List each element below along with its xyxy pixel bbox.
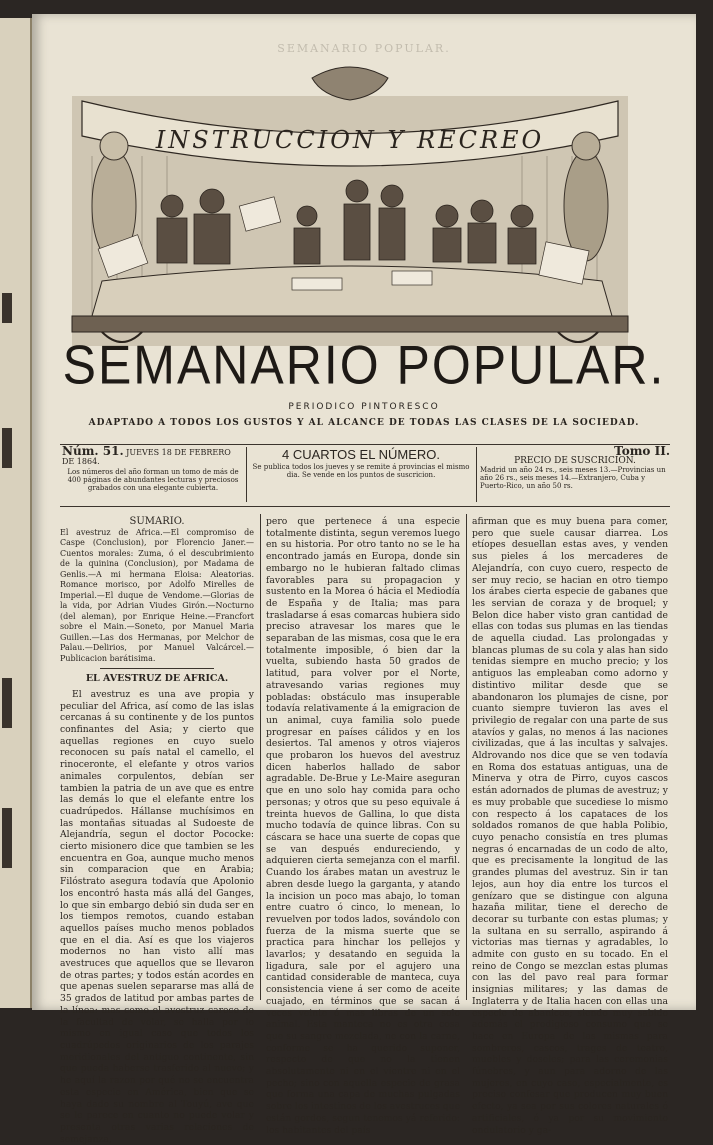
column-divider: [466, 514, 467, 1000]
article-heading: EL AVESTRUZ DE AFRICA.: [85, 673, 229, 685]
issue-note: Los números del año forman un tomo de más de 400 páginas de abundantes lecturas y preciosos grabados con una elegante cubierta.: [67, 468, 239, 492]
newspaper-tagline: ADAPTADO A TODOS LOS GUSTOS Y AL ALCANCE DE TODAS LAS CLASES DE LA SOCIEDAD.: [88, 418, 640, 428]
header-divider: [246, 447, 247, 502]
masthead-engraving: [62, 66, 638, 356]
header-rule-top: [60, 444, 670, 445]
sumario-text: El avestruz de Africa.—El compromiso de Caspe (Conclusion), por Florencio Janer.—Cuentos morales: Zuma, ó el descubrimiento de la quinina (Conclusion), por Madama de Genlis.—A mi hermana Eloisa: Aleatorias. Romance morisco, por Adolfo Mirelles de Imperial.—El duque de Vendome.—Glorias de la vida, por Adrian Viudes Girón.—Nocturno (del aleman), por Enrique Heine.—Francfort sobre el Main.—Soneto, por Manuel Maria Guillen.—Las dos Hermanas, por Melchor de Palau.—Delirios, por Manuel Valcárcel.—Publicacion barátisima.: [60, 527, 254, 663]
article-text-3: afirman que es muy buena para comer, pero que suele causar diarrea. Los etíopes desuellan estas aves, y venden sus pieles á los mercaderes de Alejandría, con cuyo cuero, respecto de ser muy recio, se hacian en otro tiempo los árabes cierta especie de gabanes que les servian de coraza y de broquel; y Belon dice haber visto gran cantidad de ellas con todas sus plumas en las tiendas de aquella ciudad. Las prolongadas y blancas plumas de su cola y alas han sido tenidas siempre en mucho precio; y los antiguos las empleaban como adorno y distintivo militar desde que se abandonaron los plumajes de cisne, por cuanto siempre tuvieron las aves el privilegio de regalar con una parte de sus atavíos y galas, no menos á las naciones civilizadas, que á las incultas y salvajes. Aldrovando nos dice que se ven todavía en Roma dos estatuas antiguas, una de Minerva y otra de Pirro, cuyos cascos están adornados de plumas de avestruz; y es muy probable que sucediese lo mismo con respecto á los capataces de los soldados romanos de que habla Polibio, cuyo penacho consistía en tres plumas negras ó encarnadas de un codo de alto, que es precisamente la longitud de las grandes plumas del avestruz. Sin ir tan lejos, aun hoy dia entre los turcos el genízaro que se distingue con alguna hazaña militar, tiene el derecho de decorar su turbante con estas plumas; y la sultana en su serrallo, aspirando á victorias mas tiernas y agradables, lo admite con gusto en su tocado. En el reino de Congo se mezclan estas plumas con las del pavo real para formar insignias militares; y las damas de Inglaterra y de Italia hacen con ellas una especie de abanicos; siendo muy sabido además el prodigioso consumo que se hace en Europa de las mismas para sombreros, cascos, trages de teatro, muebles y doseles; para las ceremonias fúnebres, y aun para adorno de las mujeres, en cuyo caso, especialmente, es preciso confesar que producen muy buen efecto, ya sea por sus colores naturales ó artificiales, ó ya por su movimiento ondulatorio y ga-: [472, 516, 668, 1136]
subscription-info: [480, 444, 670, 490]
column-1: [60, 516, 254, 1145]
page-fragment: [2, 678, 12, 728]
subscription-title: PRECIO DE SUSCRICION.: [514, 456, 636, 466]
header-rule-bottom: [60, 506, 670, 507]
newspaper-subtitle: PERIODICO PINTORESCO: [288, 402, 440, 412]
divider: [100, 668, 214, 669]
header-divider: [476, 447, 477, 502]
column-2: [266, 516, 460, 1136]
issue-date: JUEVES 18 DE FEBRERO DE 1864.: [62, 448, 231, 466]
page-fragment: [2, 293, 12, 323]
page-fragment: [2, 808, 12, 868]
article-text-1: El avestruz es una ave propia y peculiar del Africa, así como de las islas cercanas á su continente y de los puntos confinantes del Asia; y cierto que aquellas regiones en cuyo suelo reconocen su país natal el camello, el rinoceronte, el elefante y otros varios animales corpulentos, debían ser tambien la patria de un ave que es entre las demás lo que el elefante entre los cuadrúpedos. Hállanse muchísimos en las montañas situadas al Sudoeste de Alejandría, segun el doctor Pococke: cierto misionero dice que tambien se les encuentra en Goa, aunque mucho menos sin comparacion que en Arabia; Filóstrato asegura todavía que Apolonio los encontró hasta más allá del Ganges, lo que sin embargo debió sin duda ser en los tiempos remotos, cuando estaban aquellos países mucho menos poblados que en el dia. Así es que los viajeros modernos no han visto allí mas avestruces que aquellos que se llevaron de otras partes; y todos están acordes en que apenas suelen separarse mas allá de 35 grados de latitud por ambas partes de la línea: mas como el avestruz carece de la facultad de volar, se halla por lo mismo en igual caso que todos los cuadrúpedos originarios de los parajes meridionales del antiguo continente, sin que pueda haberse trasferido al nuevo; y he aquí la razon por qué no se encuentra esta especie en América, bien que se haya dado su nombre al Touyú, ave que se le parece en cuanto no puede volar y presenta otras varias relaciones de semejanza,: [60, 688, 254, 1145]
subscription-text: Madrid un año 24 rs., seis meses 13.—Provincias un año 26 rs., seis meses 14.—Extranjero, Cuba y Puerto-Rico, un año 50 rs.: [480, 466, 666, 490]
price-info: [250, 447, 472, 479]
tome: Tomo II.: [614, 444, 670, 458]
price: 4 CUARTOS EL NÚMERO.: [282, 447, 440, 462]
banner-text: INSTRUCCION Y RECREO: [155, 126, 545, 154]
column-divider: [260, 514, 261, 1000]
newspaper-title: SEMANARIO POPULAR.: [62, 334, 666, 396]
article-text-2: pero que pertenece á una especie totalmente distinta, segun veremos luego en su historia. Por otro tanto no se le ha encontrado jamás en Europa, donde sin embargo no le hubieran faltado climas favorables para su propagacion y sustento en la Morea ó hácia el Mediodía de España y de Italia; mas para trasladarse á esas comarcas hubiera sido preciso atravesar los mares que le separaban de las mismas, cosa que le era totalmente imposible, ó bien dar la vuelta, subiendo hasta 50 grados de latitud, para volver por el Norte, atravesando varias regiones muy pobladas: obstáculo mas insuperable todavía relativamente á la emigracion de un animal, cuya familia solo puede progresar en países cálidos y en los desiertos. Tal amenos y otros viajeros que probaron los huevos del avestruz dicen haberlos hallado de sabor agradable. De-Brue y Le-Maire aseguran que en uno solo hay comida para ocho personas; y otros que su peso equivale á treinta huevos de Gallina, lo que dista mucho todavía de quince libras. Con su cáscara se hace una suerte de copas que se van después endureciendo, y adquieren cierta semejanza con el marfil. Cuando los árabes matan un avestruz le abren desde luego la garganta, y atando la incision un poco mas abajo, lo toman entre cuatro ó cinco, lo menean, lo revuelven por todos lados, sovándolo con fuerza de la misma suerte que se practica para hinchar los pellejos y lavarlos; y desatando en seguida la ligadura, sale por el agujero una cantidad considerable de manteca, cuya consistencia viene á ser como de aceite cuajado, en términos que se sacan á veces veinte ó mas libras de un solo animal. Esta manteca no es otra cosa que su sangre mezclada, ne con la carne, conforme se ha querido suponer, respecto de que no la tienen absolutamente ni en el vientre ni en el pecho; sino con aquella especie de grasa que forma una capa de muchas pulgadas sobre los intestinos de los avestruces que están gordos, segun tenemos yá referido: los habitantes del país: [266, 516, 461, 1136]
column-3: [472, 516, 668, 1136]
issue-info: [62, 444, 244, 492]
sumario-heading: SUMARIO.: [129, 516, 185, 527]
issue-number: Núm. 51.: [62, 444, 124, 458]
left-page-edge: [0, 18, 32, 1008]
bleed-through-header: SEMANARIO POPULAR.: [277, 42, 451, 55]
price-note: Se publica todos los jueves y se remite á provincias el mismo dia. Se vende en los puntos de suscricion.: [252, 463, 470, 479]
newspaper-page: [32, 14, 696, 1145]
page-fragment: [2, 428, 12, 468]
